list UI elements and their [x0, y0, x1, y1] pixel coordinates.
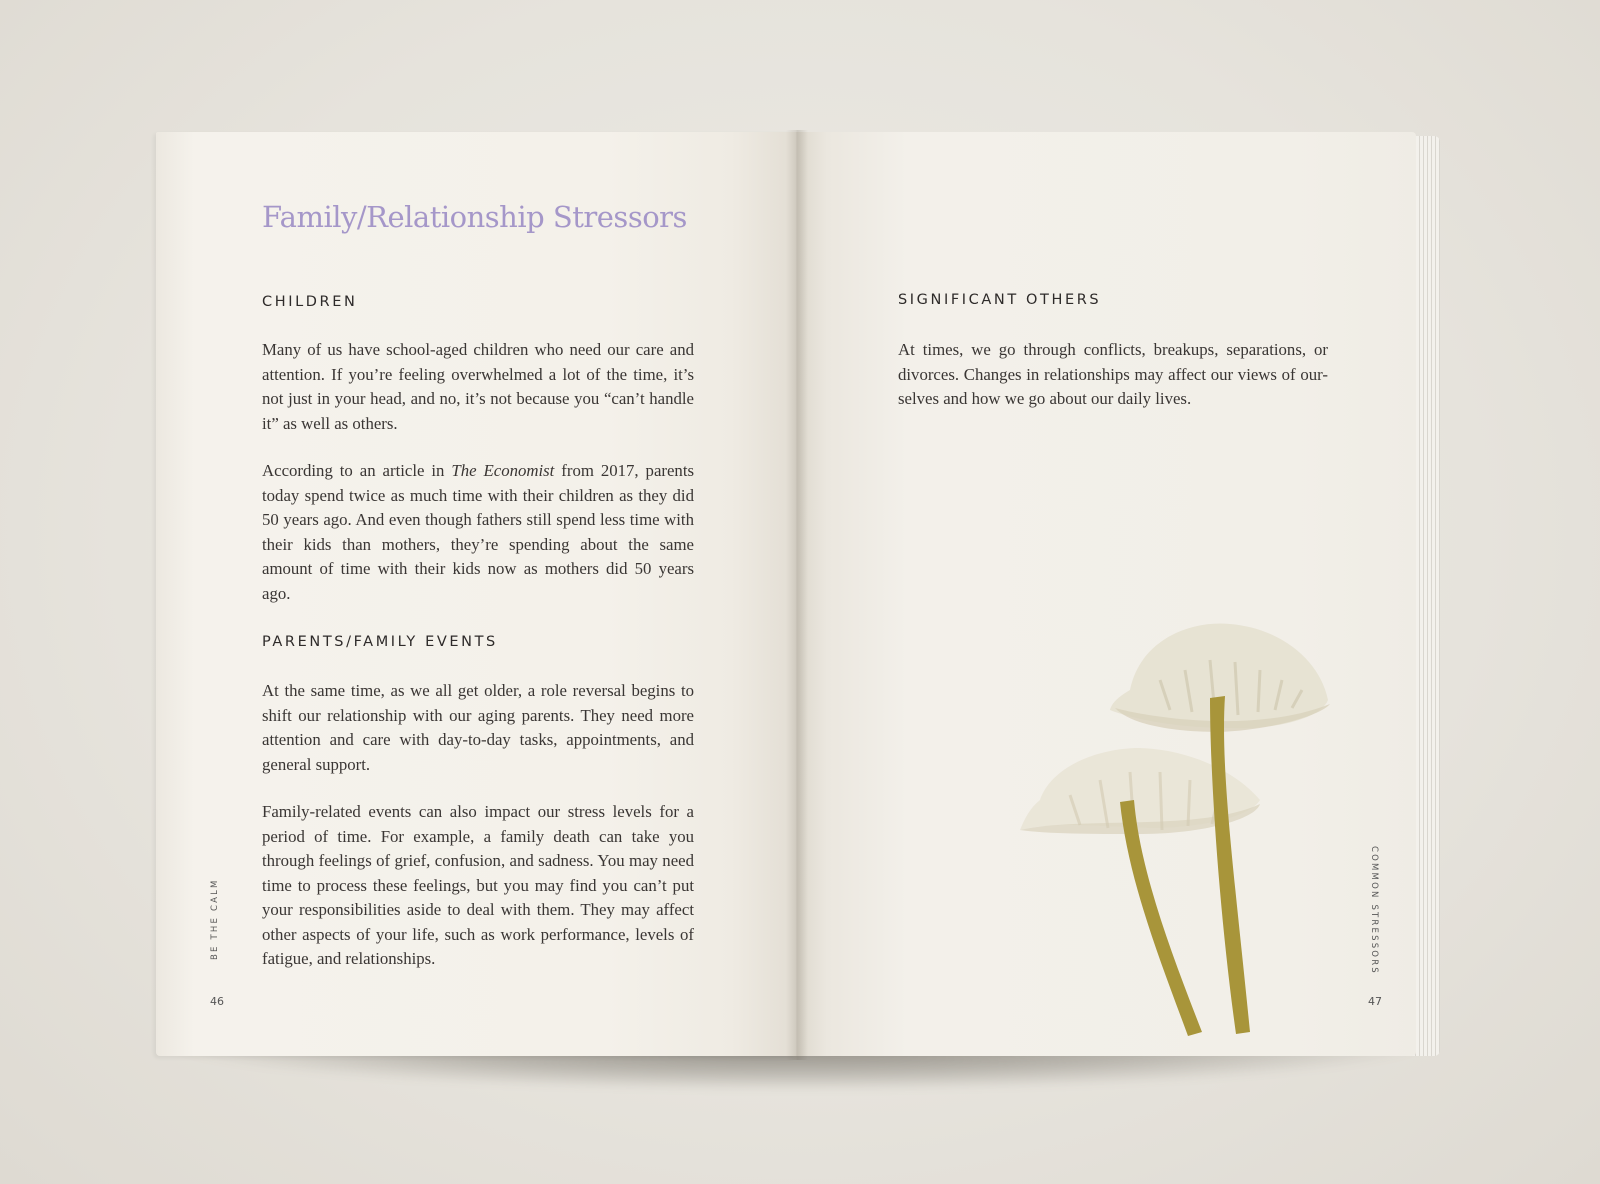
children-paragraph-2	[262, 459, 694, 606]
mushroom-stem-tall	[1210, 696, 1250, 1034]
parents-heading: PARENTS/FAMILY EVENTS	[262, 634, 498, 650]
mushroom-stem-short	[1120, 800, 1202, 1036]
page-number-left: 46	[210, 995, 224, 1008]
children-paragraph-1: Many of us have school-aged children who need our care and attention. If you’re feeling overwhelmed a lot of the time, it’s not just in your head, and no, it’s not because you “can’t handle it” as well as others.	[262, 340, 694, 433]
page-title: Family/Relationship Stressors	[262, 200, 687, 234]
paragraph-text: According to an article in	[262, 461, 452, 480]
significant-others-heading: SIGNIFICANT OTHERS	[898, 292, 1102, 308]
parents-paragraph-1: At the same time, as we all get older, a role reversal begins to shift our relationship with our aging parents. They need more attention and care with day-to-day tasks, appointments, and general support.	[262, 681, 694, 774]
publication-title: The Economist	[451, 461, 555, 480]
mushrooms-illustration	[1020, 620, 1360, 1056]
significant-others-paragraph: At times, we go through conflicts, breakups, separations, or divorces. Changes in relationships may affect our views of our-selves and how we go about our daily lives.	[898, 340, 1328, 408]
page-number-right: 47	[1368, 995, 1382, 1008]
running-head-left: BE THE CALM	[210, 878, 220, 960]
running-head-right: COMMON STRESSORS	[1369, 846, 1379, 975]
book-gutter	[786, 130, 808, 1060]
parents-paragraph-2: Family-related events can also impact our stress levels for a period of time. For example, a family death can take you through feelings of grief, confusion, and sadness. You may need time to process these feelings, but you may find you can’t put your responsibilities aside to deal with them. They may affect other aspects of your life, such as work performance, levels of fatigue, and relationships.	[262, 802, 694, 968]
children-heading: CHILDREN	[262, 294, 358, 310]
paragraph-text: from 2017, parents today spend twice as much time with their children as they did 50 years ago. And even though fathers still spend less time with their kids than mothers, they’re spending about the same amount of time with their kids now as mothers did 50 years ago.	[262, 461, 695, 603]
